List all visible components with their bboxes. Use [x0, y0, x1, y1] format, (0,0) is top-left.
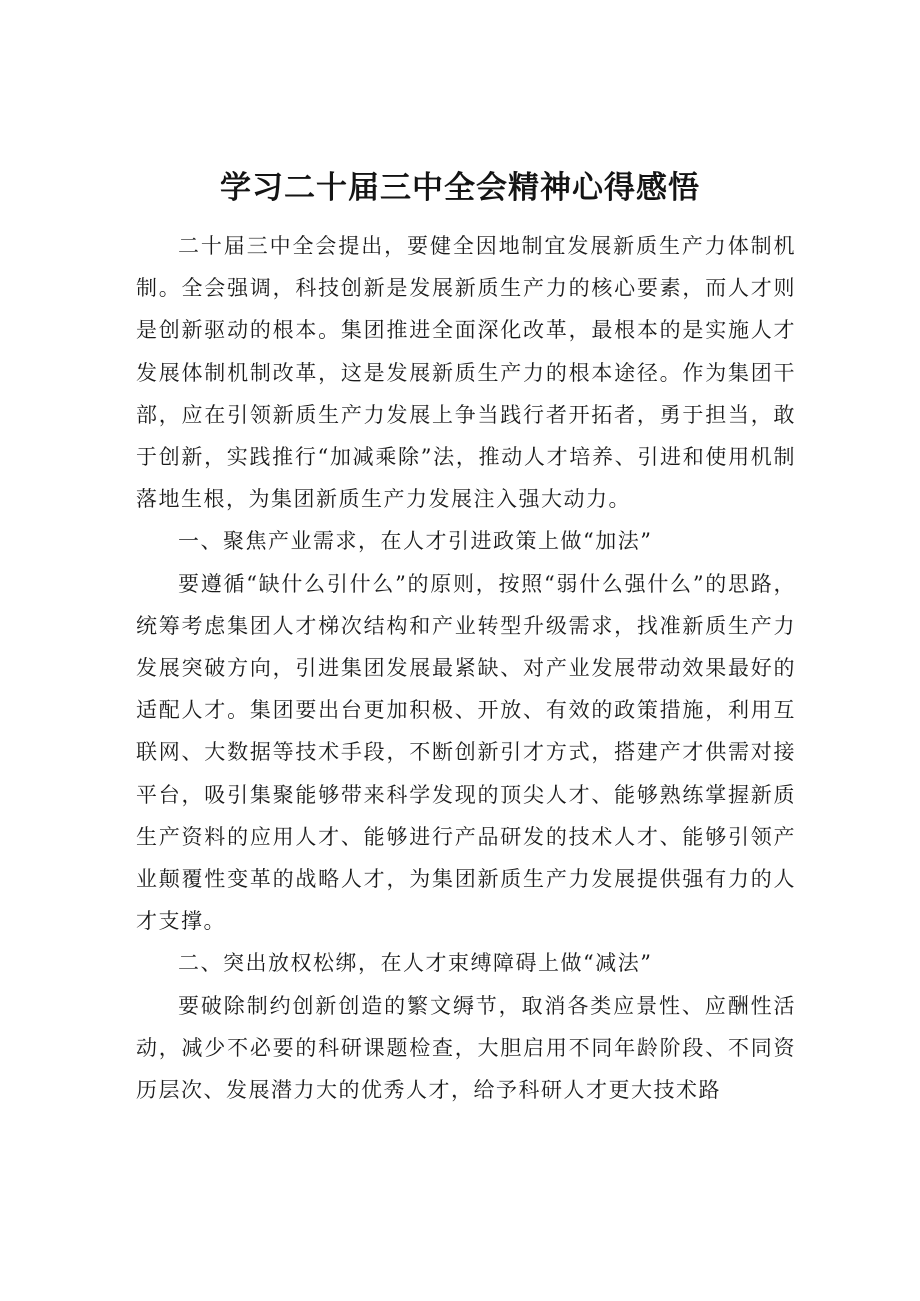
document-body [136, 225, 796, 1111]
paragraph-intro: 二十届三中全会提出，要健全因地制宜发展新质生产力体制机制。全会强调，科技创新是发展新质生产力的核心要素，而人才则是创新驱动的根本。集团推进全面深化改革，最根本的是实施人才发展体制机制改革，这是发展新质生产力的根本途径。作为集团干部，应在引领新质生产力发展上争当践行者开拓者，勇于担当，敢于创新，实践推行“加减乘除”法，推动人才培养、引进和使用机制落地生根，为集团新质生产力发展注入强大动力。 [136, 234, 796, 512]
document-title: 学习二十届三中全会精神心得感悟 [220, 170, 700, 206]
section-heading-2: 二、突出放权松绑，在人才束缚障碍上做“减法” [178, 951, 653, 976]
section-heading-1: 一、聚焦产业需求，在人才引进政策上做“加法” [178, 529, 653, 554]
paragraph-section-2: 要破除制约创新创造的繁文缛节，取消各类应景性、应酬性活动，减少不必要的科研课题检查，大胆启用不同年龄阶段、不同资历层次、发展潜力大的优秀人才，给予科研人才更大技术路 [136, 993, 796, 1103]
paragraph-section-1: 要遵循“缺什么引什么”的原则，按照“弱什么强什么”的思路，统筹考虑集团人才梯次结构和产业转型升级需求，找准新质生产力发展突破方向，引进集团发展最紧缺、对产业发展带动效果最好的适配人才。集团要出台更加积极、开放、有效的政策措施，利用互联网、大数据等技术手段，不断创新引才方式，搭建产才供需对接平台，吸引集聚能够带来科学发现的顶尖人才、能够熟练掌握新质生产资料的应用人才、能够进行产品研发的技术人才、能够引领产业颠覆性变革的战略人才，为集团新质生产力发展提供强有力的人才支撑。 [136, 571, 796, 934]
